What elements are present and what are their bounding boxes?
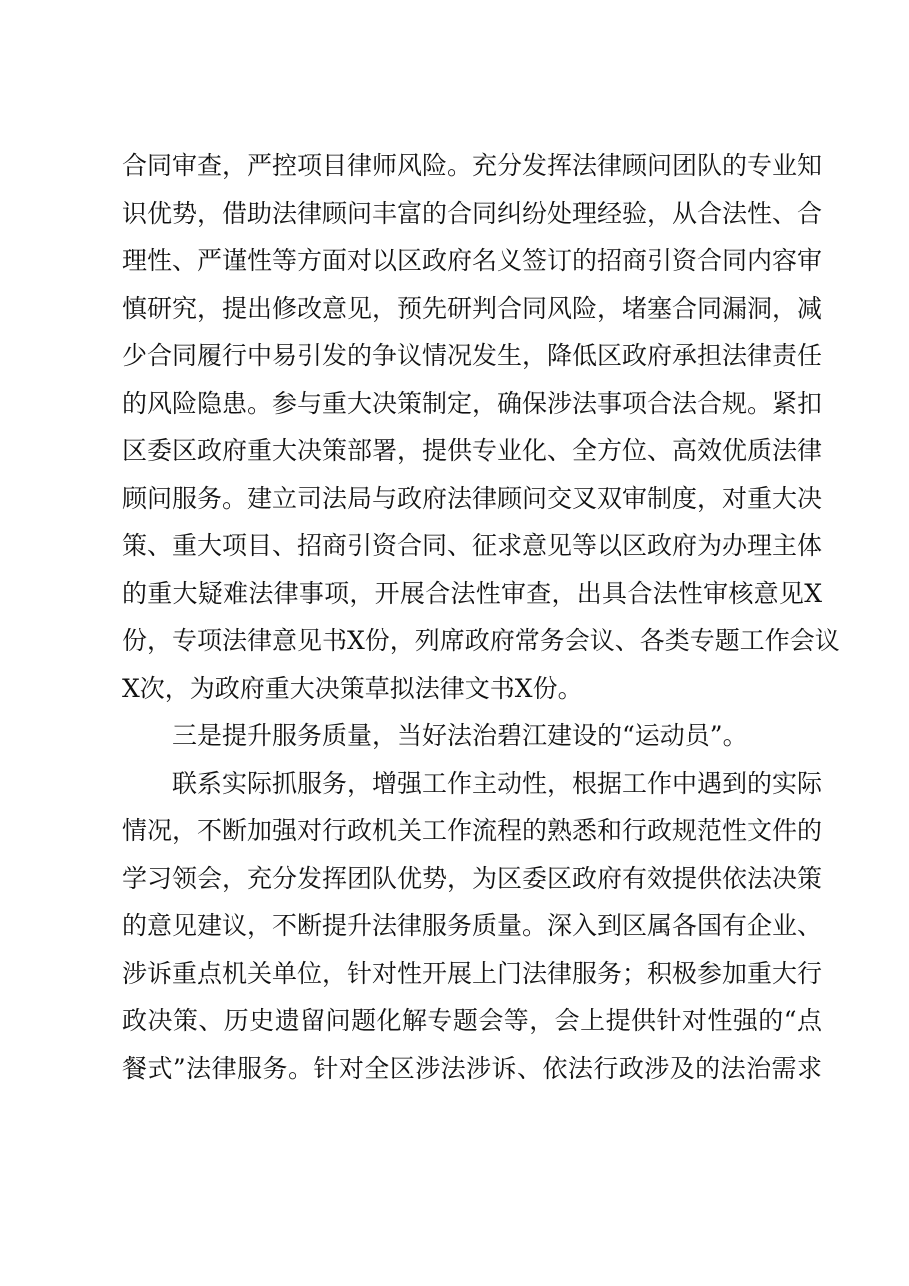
heading-line: 三是提升服务质量，当好法治碧江建设的“运动员”。 — [172, 721, 748, 750]
text-line: 合同审查，严控项目律师风险。充分发挥法律顾问团队的专业知 — [122, 151, 823, 180]
text-line: 慎研究，提出修改意见，预先研判合同风险，堵塞合同漏洞，减 — [122, 293, 823, 323]
text-line: 的重大疑难法律事项，开展合法性审查，出具合法性审核意见X — [122, 578, 822, 608]
text-line: 份，专项法律意见书X份，列席政府常务会议、各类专题工作会议 — [122, 626, 840, 655]
text-line: 少合同履行中易引发的争议情况发生，降低区政府承担法律责任 — [122, 341, 823, 370]
text-line: 区委区政府重大决策部署，提供专业化、全方位、高效优质法律 — [122, 436, 823, 465]
text-line: 的风险隐患。参与重大决策制定，确保涉法事项合法合规。紧扣 — [122, 388, 823, 418]
text-line: 的意见建议，不断提升法律服务质量。深入到区属各国有企业、 — [122, 911, 823, 940]
text-line: 学习领会，充分发挥团队优势，为区委区政府有效提供依法决策 — [122, 863, 823, 893]
text-line: 顾问服务。建立司法局与政府法律顾问交叉双审制度，对重大决 — [122, 483, 823, 513]
text-line: 情况，不断加强对行政机关工作流程的熟悉和行政规范性文件的 — [122, 816, 823, 845]
text-line: 政决策、历史遗留问题化解专题会等，会上提供针对性强的“点 — [122, 1006, 822, 1035]
text-line: 联系实际抓服务，增强工作主动性，根据工作中遇到的实际 — [172, 768, 823, 798]
paragraph-contract-review — [122, 142, 840, 712]
document-body — [122, 142, 840, 1092]
paragraph-service-quality — [122, 760, 822, 1093]
text-line: 理性、严谨性等方面对以区政府名义签订的招商引资合同内容审 — [122, 246, 823, 275]
text-line: X次，为政府重大决策草拟法律文书X份。 — [122, 673, 583, 703]
text-line: 涉诉重点机关单位，针对性开展上门法律服务；积极参加重大行 — [122, 958, 823, 988]
text-line: 策、重大项目、招商引资合同、征求意见等以区政府为办理主体 — [122, 531, 823, 560]
text-line: 餐式”法律服务。针对全区涉法涉诉、依法行政涉及的法治需求 — [122, 1053, 822, 1083]
text-line: 识优势，借助法律顾问丰富的合同纠纷处理经验，从合法性、合 — [122, 198, 823, 228]
section-heading — [122, 712, 822, 760]
